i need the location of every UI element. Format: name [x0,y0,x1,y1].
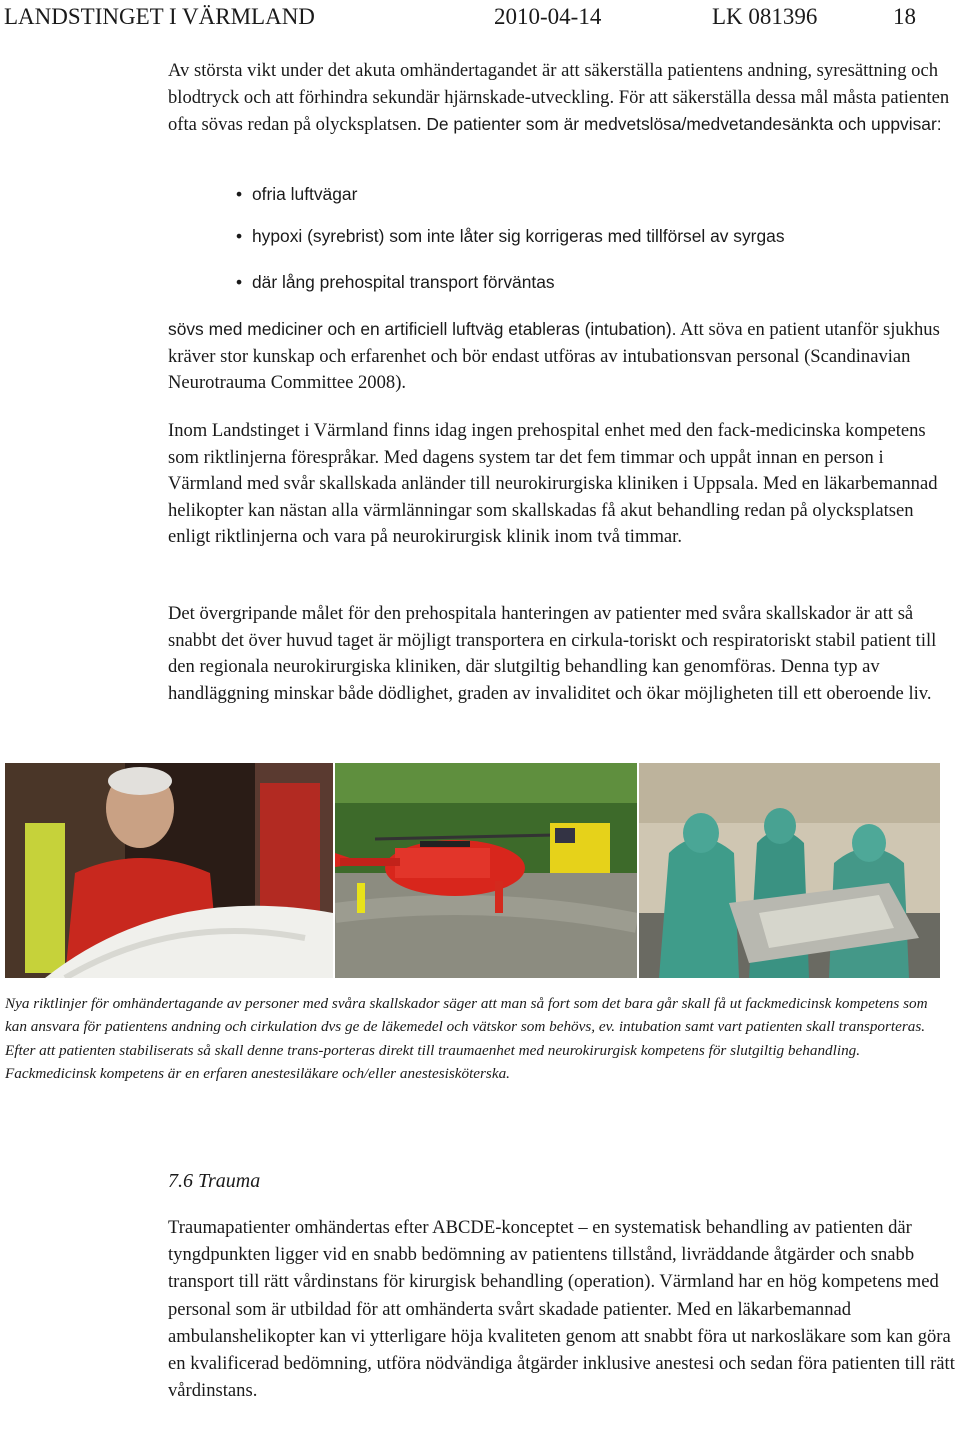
intro-criteria-text: De patienter som är medvetslösa/medvetandesänkta och uppvisar: [421,114,942,135]
header-date: 2010-04-14 [494,4,602,29]
helicopter-photo-illustration [335,763,637,978]
paragraph-goal: Det övergripande målet för den prehospitala hanteringen av patienter med svåra skallskador är att så snabbt det över huvud taget är möjligt transportera en cirkula-toriskt och respiratoriskt stabil patient till den regionala neurokirurgiska kliniken, där slutgiltig behandling kan genomföras. Denna typ av handläggning minskar både dödlighet, graden av invaliditet och ökar möjligheten till ett oberoende liv. [168,603,937,704]
ambulance-photo [5,763,333,978]
section-heading-trauma: 7.6 Trauma [168,1170,261,1192]
header-organization: LANDSTINGET I VÄRMLAND [4,4,315,29]
list-item: • ofria luftvägar [236,184,358,204]
header-reference: LK 081396 [712,4,818,29]
paragraph-landstinget: Inom Landstinget i Värmland finns idag ingen prehospital enhet med den fack-medicinska kompetens som riktlinjerna förespråkar. Med dagens system tar det fem timmar och uppåt innan en person i Värmland med svår skallskada anländer till neurokirurgiska kliniken i Uppsala. Med en läkarbemannad helikopter kan nästan alla värmlänningar som skallskadas få akut behandling redan på olycksplatsen enligt riktlinjerna och vara på neurokirurgisk klinik inom två timmar. [168,420,938,548]
intubation-requirements-text: Att söva en patient utanför sjukhus kräver stor kunskap och erfarenhet och bör endast utföras av intubationsvan personal (Scandinavian Neurotrauma Committee 2008). [168,319,940,394]
photo-caption: Nya riktlinjer för omhändertagande av personer med svåra skallskador säger att man så fort som det bara går skall få ut fackmedicinsk kompetens som kan ansvara för patientens andning och cirkulation dvs ge de läkemedel och vätskor som behövs, ev. intubation samt vart patienten skall transporteras. Efter att patienten stabiliserats så skall denne trans-porteras direkt till traumaenhet med neurokirurgisk kompetens för slutgiltig behandling. Fackmedicinsk kompetens är en erfaren anestesiläkare och/eller anestesisköterska. [5,995,928,1083]
photo-strip [5,763,940,978]
bullet-mark: • [236,272,243,292]
page-number: 18 [893,4,916,29]
bullet-mark: • [236,184,243,204]
list-item: • hypoxi (syrebrist) som inte låter sig korrigeras med tillförsel av syrgas [236,226,785,246]
bullet-mark: • [236,226,243,246]
helicopter-photo [335,763,637,978]
paragraph-trauma: Traumapatienter omhändertas efter ABCDE-konceptet – en systematisk behandling av patienten där tyngdpunkten ligger vid en snabb bedömning av patientens tillstånd, livräddande åtgärder och snabb transport till rätt vårdinstans för kirurgisk behandling (operation). Värmland har en hög kompetens med personal som är utbildad för att omhänderta svårt skadade patienter. Med en läkarbemannad ambulanshelikopter kan vi ytterligare höja kvaliteten genom att snabbt föra ut narkosläkare som kan göra en kvalificerad bedömning, utföra nödvändiga åtgärder inklusive anestesi och sedan föra patienten till rätt vårdinstans. [168,1217,955,1402]
hospital-transfer-photo [639,763,940,978]
paragraph-intubation [168,316,958,397]
intro-text: Av största vikt under det akuta omhändertagandet är att säkerställa patientens andning, syresättning och blodtryck och att förhindra sekundär hjärnskade-utveckling. För att säkerställa dessa mål måsta patienten ofta sövas redan på olycksplatsen. [168,60,950,136]
paragraph-intro [168,58,958,139]
hospital-photo-illustration [639,763,940,978]
page-header [0,0,960,34]
ambulance-photo-illustration [5,763,333,978]
intubation-text: sövs med mediciner och en artificiell luftväg etableras (intubation). [168,319,677,339]
list-item: • där lång prehospital transport förväntas [236,272,555,292]
